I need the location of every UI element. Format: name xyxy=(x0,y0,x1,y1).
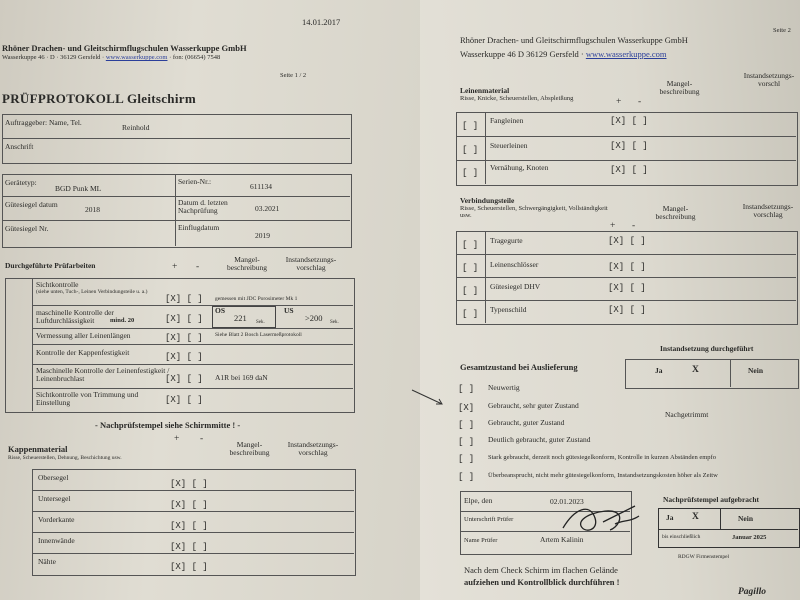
website-link-2[interactable]: www.wasserkuppe.com xyxy=(585,49,667,59)
test-label: Sichtkontrolle von Trimmung und Einstellung xyxy=(36,390,139,407)
company-name: Rhöner Drachen- und Gleitschirmflugschulen Wasserkuppe GmbH xyxy=(2,43,247,53)
test-note: Siehe Blatt 2 Bosch Lasermeßprotokoll xyxy=(215,332,302,338)
canopy-item-checkbox[interactable]: [X] [ ] xyxy=(170,542,208,552)
line-item-mark[interactable]: [ ] xyxy=(462,168,479,178)
document-date: 14.01.2017 xyxy=(302,17,341,27)
stamp-nein-label: Nein xyxy=(738,514,753,523)
minus-header: - xyxy=(196,262,200,272)
conn-item-mark[interactable]: [ ] xyxy=(462,309,479,319)
plus-header-2: + xyxy=(174,434,180,444)
page-2 xyxy=(420,0,800,600)
us-label: US xyxy=(284,306,294,315)
overall-option-mark[interactable]: [ ] xyxy=(458,454,475,464)
serial-value: 611134 xyxy=(250,182,272,191)
test-checkbox[interactable]: [X] [ ] xyxy=(165,395,203,405)
plus-header-4: + xyxy=(610,221,616,231)
repair-header: Instandsetzungs-vorschlag xyxy=(285,255,337,272)
os-label: OS xyxy=(215,306,226,315)
canopy-item-checkbox[interactable]: [X] [ ] xyxy=(170,521,208,531)
seal-date-value: 2018 xyxy=(85,205,100,214)
conn-defect-header: Mangel-beschreibung xyxy=(655,204,696,221)
conn-item-mark[interactable]: [ ] xyxy=(462,286,479,296)
overall-option-label: Neuwertig xyxy=(488,383,520,392)
canopy-item-checkbox[interactable]: [X] [ ] xyxy=(170,562,208,572)
os-value: 221 xyxy=(234,313,247,323)
seal-date-label: Gütesiegel datum xyxy=(5,200,58,209)
client-label: Auftraggeber: Name, Tel. xyxy=(5,118,82,127)
device-type-label: Gerätetyp: xyxy=(5,178,37,187)
footer-line-1: Nach dem Check Schirm im flachen Gelände xyxy=(464,565,618,575)
until-value: Januar 2025 xyxy=(732,534,767,541)
plus-header-3: + xyxy=(616,97,622,107)
last-check-label: Datum d. letzten Nachprüfung xyxy=(178,198,228,215)
stamp-header: Nachprüfstempel aufgebracht xyxy=(663,495,760,504)
line-item-label: Vernähung, Knoten xyxy=(490,163,549,172)
canopy-sub: Risse, Scheuerstellen, Dehnung, Beschichtung usw. xyxy=(8,455,122,461)
test-label: Vermessung aller Leinenlängen xyxy=(36,331,131,340)
overall-option-label: Stark gebraucht, derzeit noch gütesiegelkonform, Kontrolle in kurzen Abständen empfo xyxy=(488,454,716,461)
signature-label: Unterschrift Prüfer xyxy=(464,516,514,523)
test-checkbox[interactable]: [X] [ ] xyxy=(165,314,203,324)
conn-item-mark[interactable]: [ ] xyxy=(462,263,479,273)
lines-defect-header: Mangel-beschreibung xyxy=(659,79,700,96)
place-label: Elpe, den xyxy=(464,496,493,505)
overall-option-mark[interactable]: [X] xyxy=(458,403,475,413)
minus-header-4: - xyxy=(632,221,636,231)
conn-item-label: Typenschild xyxy=(490,305,527,314)
defect-header: Mangel-beschreibung xyxy=(227,255,267,272)
repair-done-box xyxy=(625,359,799,389)
line-item-checkbox[interactable]: [X] [ ] xyxy=(610,141,648,151)
stamp-box xyxy=(658,508,800,548)
canopy-item-checkbox[interactable]: [X] [ ] xyxy=(170,479,208,489)
overall-option-mark[interactable]: [ ] xyxy=(458,420,475,430)
website-link[interactable]: www.wasserkuppe.com xyxy=(105,54,168,61)
lines-repair-header: Instandsetzungs-vorschl xyxy=(743,71,795,88)
until-label: bis einschließlich xyxy=(662,534,701,540)
test-label: Maschinelle Kontrolle der Leinenfestigkeit / Leinenbruchlast xyxy=(36,366,170,383)
os-unit: Sek. xyxy=(256,320,265,325)
fly-date-value: 2019 xyxy=(255,231,270,240)
canopy-defect-header: Mangel-beschreibung xyxy=(229,440,270,457)
test-label: Kontrolle der Kappenfestigkeit xyxy=(36,348,130,357)
conn-sub: Risse, Scheuerstellen, Schwergängigkeit, Vollständigkeit usw. xyxy=(460,205,608,219)
address-label: Anschrift xyxy=(5,142,34,151)
conn-item-mark[interactable]: [ ] xyxy=(462,240,479,250)
conn-item-checkbox[interactable]: [X] [ ] xyxy=(608,305,646,315)
repair-ja-mark[interactable]: X xyxy=(692,365,699,375)
canopy-item-label: Innenwände xyxy=(38,536,75,545)
overall-option-mark[interactable]: [ ] xyxy=(458,384,475,394)
device-type-value: BGD Punk ML xyxy=(55,184,102,193)
corner-signature: Pagillo xyxy=(738,587,766,597)
us-value: >200 xyxy=(305,313,323,323)
company-address-2: Wasserkuppe 46 D 36129 Gersfeld · www.wasserkuppe.com xyxy=(460,49,667,59)
canopy-header: Kappenmaterial xyxy=(8,444,68,454)
canopy-item-label: Vorderkante xyxy=(38,515,75,524)
test-note: A1R bei 169 daN xyxy=(215,373,268,382)
canopy-item-label: Nähte xyxy=(38,557,56,566)
test-checkbox[interactable]: [X] [ ] xyxy=(165,352,203,362)
repair-ja-label: Ja xyxy=(655,366,663,375)
arrow-icon xyxy=(410,386,450,410)
serial-label: Serien-Nr.: xyxy=(178,177,212,186)
canopy-item-checkbox[interactable]: [X] [ ] xyxy=(170,500,208,510)
stamp-ja-label: Ja xyxy=(666,513,674,522)
last-check-value: 03.2021 xyxy=(255,204,280,213)
place-date: 02.01.2023 xyxy=(550,497,584,506)
stamp-ja-mark[interactable]: X xyxy=(692,512,699,522)
lines-header: Leinenmaterial xyxy=(460,86,510,95)
company-address: Wasserkuppe 46 · D · 36129 Gersfeld · www.wasserkuppe.com · fon: (06654) 7548 xyxy=(2,54,221,61)
line-item-mark[interactable]: [ ] xyxy=(462,145,479,155)
repair-nein-label: Nein xyxy=(748,366,763,375)
trimmed-note: Nachgetrimmt xyxy=(665,410,709,419)
overall-option-mark[interactable]: [ ] xyxy=(458,472,475,482)
line-item-checkbox[interactable]: [X] [ ] xyxy=(610,116,648,126)
rdgw-stamp: RDGW Firmenstempel xyxy=(678,554,730,560)
test-label: Sichtkontrolle xyxy=(36,280,79,289)
us-unit: Sek. xyxy=(330,320,339,325)
conn-repair-header: Instandsetzungs-vorschlag xyxy=(742,202,794,219)
stamp-note: - Nachprüfstempel siehe Schirmmitte ! - xyxy=(95,420,241,430)
minus-header-2: - xyxy=(200,434,204,444)
test-checkbox[interactable]: [X] [ ] xyxy=(165,333,203,343)
company-name-2: Rhöner Drachen- und Gleitschirmflugschulen Wasserkuppe GmbH xyxy=(460,35,688,45)
conn-item-label: Gütesiegel DHV xyxy=(490,282,541,291)
seal-nr-label: Gütesiegel Nr. xyxy=(5,224,49,233)
overall-option-label: Gebraucht, sehr guter Zustand xyxy=(488,401,579,410)
test-sub: mind. 20 xyxy=(110,317,135,324)
lines-sub: Risse, Knicke, Scheuerstellen, Abspleißung xyxy=(460,95,574,102)
canopy-repair-header: Instandsetzungs-vorschlag xyxy=(287,440,339,457)
page-number-2: Seite 2 xyxy=(773,27,791,34)
overall-option-label: Überbeansprucht, nicht mehr gütesiegelkonform, Instandsetzungskosten höher als Zeitw xyxy=(488,472,718,479)
overall-option-label: Deutlich gebraucht, guter Zustand xyxy=(488,435,591,444)
line-item-checkbox[interactable]: [X] [ ] xyxy=(610,165,648,175)
line-item-label: Steuerleinen xyxy=(490,141,528,150)
test-label: maschinelle Kontrolle der Luftdurchlässigkeit xyxy=(36,308,114,325)
minus-header-3: - xyxy=(638,97,642,107)
conn-item-label: Tragegurte xyxy=(490,236,523,245)
test-checkbox[interactable]: [X] [ ] xyxy=(165,294,203,304)
tests-header: Durchgeführte Prüfarbeiten xyxy=(5,261,96,270)
test-sub: (siehe unten, Tuch-, Leinen Verbindungsteile u. a.) xyxy=(36,289,148,295)
canopy-item-label: Obersegel xyxy=(38,473,69,482)
conn-header: Verbindungsteile xyxy=(460,196,515,205)
test-checkbox[interactable]: [X] [ ] xyxy=(165,374,203,384)
overall-header: Gesamtzustand bei Auslieferung xyxy=(460,362,578,372)
name-value: Artem Kalinin xyxy=(540,535,584,544)
canopy-item-label: Untersegel xyxy=(38,494,71,503)
line-item-mark[interactable]: [ ] xyxy=(462,121,479,131)
conn-item-checkbox[interactable]: [X] [ ] xyxy=(608,262,646,272)
conn-item-checkbox[interactable]: [X] [ ] xyxy=(608,283,646,293)
page-title: PRÜFPROTOKOLL Gleitschirm xyxy=(2,91,196,106)
client-value: Reinhold xyxy=(122,123,150,132)
line-item-label: Fangleinen xyxy=(490,116,524,125)
footer-line-2: aufziehen und Kontrollblick durchführen ! xyxy=(464,577,620,587)
plus-header: + xyxy=(172,262,178,272)
name-label: Name Prüfer xyxy=(464,537,498,544)
page-number: Seite 1 / 2 xyxy=(280,72,307,79)
overall-option-label: Gebraucht, guter Zustand xyxy=(488,418,565,427)
fly-date-label: Einflugdatum xyxy=(178,223,220,232)
repair-done-header: Instandsetzung durchgeführt xyxy=(660,344,754,353)
signature-drawing xyxy=(555,498,645,538)
conn-item-checkbox[interactable]: [X] [ ] xyxy=(608,236,646,246)
overall-option-mark[interactable]: [ ] xyxy=(458,437,475,447)
conn-item-label: Leinenschlösser xyxy=(490,260,539,269)
test-note: gemessen mit JDC Porosimeter Mk 1 xyxy=(215,296,298,302)
